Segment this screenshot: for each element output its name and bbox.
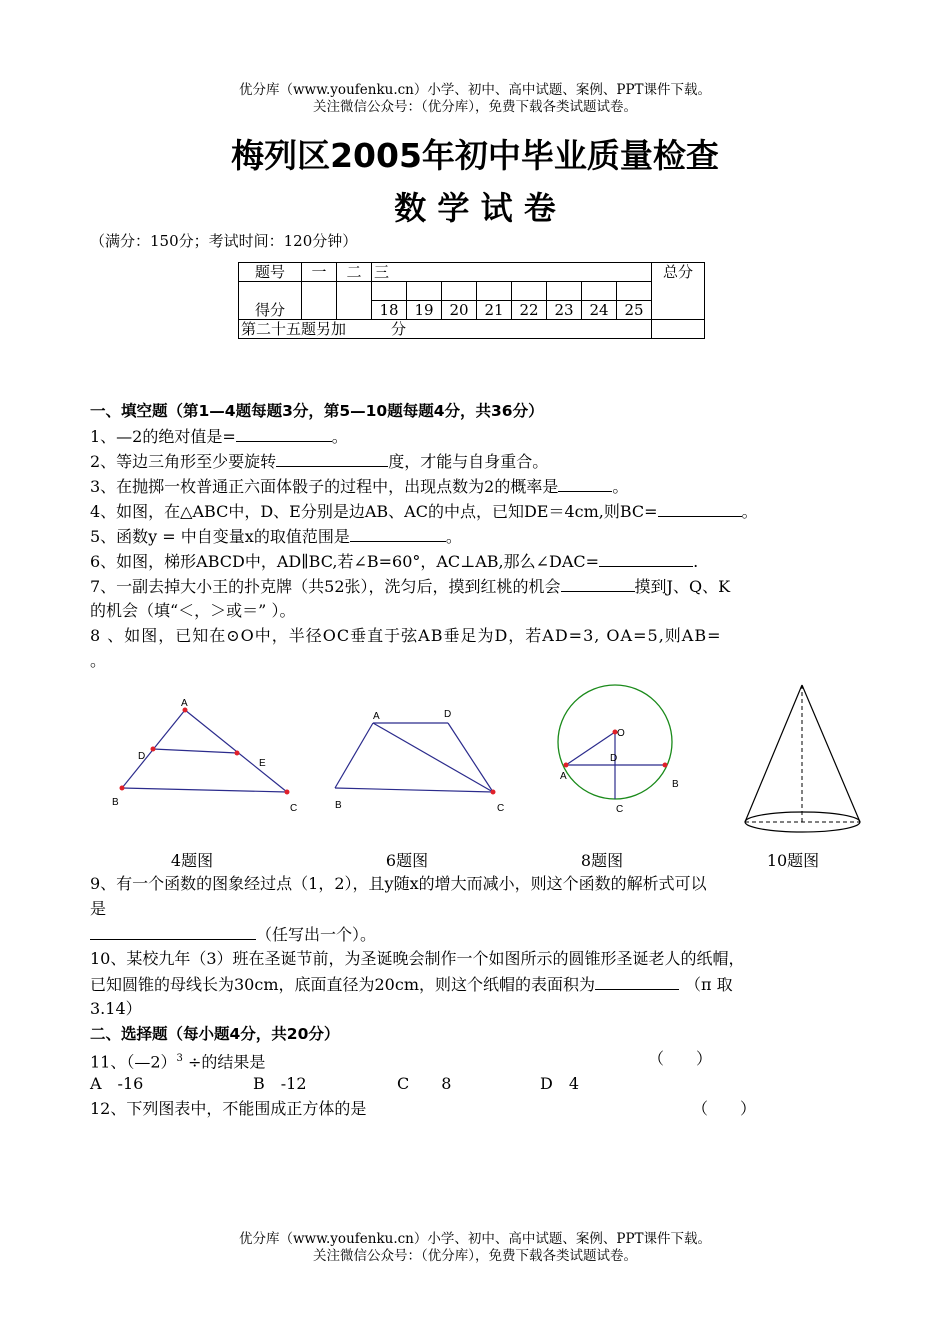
- q4-end: 。: [741, 502, 758, 521]
- q12-answer-paren: （ ）: [692, 1099, 757, 1118]
- q6-end: .: [693, 552, 699, 571]
- fig4-point-d: [151, 747, 156, 752]
- score-cell-blank: [617, 282, 652, 301]
- question-number: 19: [407, 301, 442, 320]
- q11-option-d: D 4: [540, 1074, 580, 1093]
- answer-blank: [276, 450, 388, 467]
- fig6-label-a: A: [373, 711, 380, 722]
- answer-blank: [350, 525, 446, 542]
- q11-option-c: C 8: [397, 1074, 452, 1093]
- answer-blank: [599, 550, 693, 567]
- fig8-label-b: B: [672, 779, 679, 790]
- fig4-label-e: E: [259, 758, 266, 769]
- fig8-label-o: O: [617, 728, 625, 739]
- fig4-point-b: [120, 786, 125, 791]
- answer-blank: [558, 475, 612, 492]
- question-11: [90, 1048, 265, 1073]
- q7-line-2: 的机会（填“＜，＞或＝” ）。: [90, 601, 296, 620]
- score-cell-blank: [477, 282, 512, 301]
- fig4-segment-de: [153, 749, 237, 753]
- fig8-label-c: C: [616, 804, 624, 815]
- col-section-1: 一: [302, 263, 337, 282]
- fig8-label-a: A: [560, 771, 567, 782]
- question-6: [90, 550, 698, 573]
- q11-exponent: 3: [176, 1053, 183, 1064]
- fig6-label-b: B: [335, 800, 342, 811]
- question-number: 18: [372, 301, 407, 320]
- question-number: 20: [442, 301, 477, 320]
- question-3: [90, 475, 628, 498]
- answer-blank: [561, 575, 635, 592]
- q9-end: （任写出一个）。: [256, 925, 377, 944]
- q7-text-2: 摸到J、Q、K: [634, 577, 731, 596]
- q9-line-3: [90, 923, 376, 946]
- caption-figure-6: 6题图: [385, 851, 429, 870]
- question-number: 22: [512, 301, 547, 320]
- q10-line-2: [90, 973, 733, 996]
- fig4-label-a: A: [181, 698, 188, 709]
- fig6-side-ab: [335, 723, 373, 788]
- q2-text: 2、等边三角形至少要旋转: [90, 452, 277, 471]
- score-cell-blank: [582, 282, 617, 301]
- score-cell-blank: [407, 282, 442, 301]
- fig4-label-d: D: [138, 751, 146, 762]
- fig6-point-c: [491, 790, 496, 795]
- answer-blank: [595, 973, 679, 990]
- q11-text-2: ÷的结果是: [182, 1052, 266, 1072]
- score-cell-blank: [442, 282, 477, 301]
- fig8-label-d: D: [610, 753, 618, 764]
- col-section-3: 三: [372, 263, 652, 282]
- q10-pi: （π 取: [685, 975, 733, 994]
- q1-end: 。: [331, 427, 348, 446]
- fig10-slant-right: [802, 685, 860, 822]
- q2-end: 度，才能与自身重合。: [388, 452, 549, 471]
- fig4-label-c: C: [290, 803, 298, 814]
- question-12: 12、下列图表中，不能围成正方体的是: [90, 1099, 367, 1118]
- score-cell-blank: [512, 282, 547, 301]
- caption-figure-10: 10题图: [766, 851, 820, 870]
- q11-option-b: B -12: [253, 1074, 307, 1093]
- fig6-label-d: D: [444, 709, 452, 720]
- label-score: 得分: [239, 282, 302, 320]
- label-question-no: 题号: [239, 263, 302, 282]
- fig8-radius-oa: [566, 732, 618, 765]
- answer-blank: [90, 923, 256, 940]
- question-7: [90, 575, 730, 598]
- answer-blank: [658, 500, 742, 517]
- fig8-point-a: [564, 763, 569, 768]
- score-cell-2: [337, 282, 372, 320]
- header-line-1: 优分库（www.youfenku.cn）小学、初中、高中试题、案例、PPT课件下载。: [238, 82, 712, 98]
- fig6-label-c: C: [497, 803, 505, 814]
- exam-title: 梅列区2005年初中毕业质量检查: [231, 136, 719, 175]
- q1-text: 1、—2的绝对值是=: [90, 427, 236, 446]
- q11-option-a: A -16: [90, 1074, 144, 1093]
- col-section-2: 二: [337, 263, 372, 282]
- q11-answer-paren: （ ）: [648, 1049, 713, 1068]
- answer-blank: [236, 425, 332, 442]
- caption-figure-4: 4题图: [170, 851, 214, 870]
- question-number: 23: [547, 301, 582, 320]
- q5-text: 5、函数y = 中自变量x的取值范围是: [90, 527, 350, 546]
- fig10-slant-left: [745, 685, 802, 822]
- score-table: [238, 262, 705, 339]
- question-4: [90, 500, 758, 523]
- q3-text: 3、在抛掷一枚普通正六面体骰子的过程中，出现点数为2的概率是: [90, 477, 559, 496]
- score-cell-blank: [372, 282, 407, 301]
- fig4-side-bc: [122, 788, 287, 792]
- q6-text: 6、如图，梯形ABCD中，AD∥BC,若∠B=60°，AC⊥AB,那么∠DAC=: [90, 552, 600, 571]
- question-number: 24: [582, 301, 617, 320]
- exam-subtitle: 数 学 试 卷: [394, 189, 556, 227]
- footer-line-1: 优分库（www.youfenku.cn）小学、初中、高中试题、案例、PPT课件下载。: [238, 1231, 712, 1247]
- fig4-label-b: B: [112, 797, 119, 808]
- section-2-heading: 二、选择题（每小题4分，共20分）: [90, 1025, 340, 1043]
- header-line-2: 关注微信公众号：（优分库），免费下载各类试题试卷。: [313, 99, 637, 115]
- section-1-heading: 一、填空题（第1—4题每题3分，第5—10题每题4分，共36分）: [90, 402, 544, 420]
- fig6-side-dc: [448, 723, 493, 792]
- q10-line-3: 3.14）: [90, 999, 142, 1018]
- col-total: 总分: [652, 263, 705, 320]
- question-1: [90, 425, 348, 448]
- extra-points-row: 第二十五题另加 分: [239, 320, 652, 339]
- fig4-point-c: [285, 790, 290, 795]
- figure-8: [550, 680, 690, 820]
- score-cell-blank: [547, 282, 582, 301]
- question-2: [90, 450, 548, 473]
- q8-end: 。: [90, 651, 107, 670]
- extra-points-total: [652, 320, 705, 339]
- figure-4: [100, 695, 310, 820]
- question-number: 21: [477, 301, 512, 320]
- footer-line-2: 关注微信公众号：（优分库），免费下载各类试题试卷。: [313, 1248, 637, 1264]
- fig6-diagonal-ac: [373, 723, 493, 792]
- question-8: 8 、如图，已知在⊙O中，半径OC垂直于弦AB垂足为D，若AD=3, OA=5,则AB=: [90, 626, 722, 645]
- question-5: [90, 525, 462, 548]
- q10-text: 已知圆锥的母线长为30cm，底面直径为20cm，则这个纸帽的表面积为: [90, 975, 595, 994]
- score-cell-1: [302, 282, 337, 320]
- q11-text: 11、（—2）: [90, 1052, 177, 1072]
- caption-figure-8: 8题图: [580, 851, 624, 870]
- q9-line-2: 是: [90, 899, 107, 918]
- fig4-point-e: [235, 751, 240, 756]
- q4-text: 4、如图，在△ABC中，D、E分别是边AB、AC的中点，已知DE＝4cm,则BC=: [90, 502, 658, 521]
- exam-info: （满分：150分；考试时间：120分钟）: [90, 232, 358, 250]
- q7-text: 7、一副去掉大小王的扑克牌（共52张），洗匀后，摸到红桃的机会: [90, 577, 561, 596]
- q3-end: 。: [612, 477, 629, 496]
- question-10: 10、某校九年（3）班在圣诞节前，为圣诞晚会制作一个如图所示的圆锥形圣诞老人的纸帽，: [90, 949, 745, 968]
- question-number: 25: [617, 301, 652, 320]
- fig8-point-b: [663, 763, 668, 768]
- fig6-side-bc: [335, 788, 493, 792]
- figure-6: [325, 700, 525, 820]
- question-9: 9、有一个函数的图象经过点（1，2），且y随x的增大而减小，则这个函数的解析式可以: [90, 874, 707, 893]
- figure-10-cone: [738, 680, 868, 835]
- q5-end: 。: [445, 527, 462, 546]
